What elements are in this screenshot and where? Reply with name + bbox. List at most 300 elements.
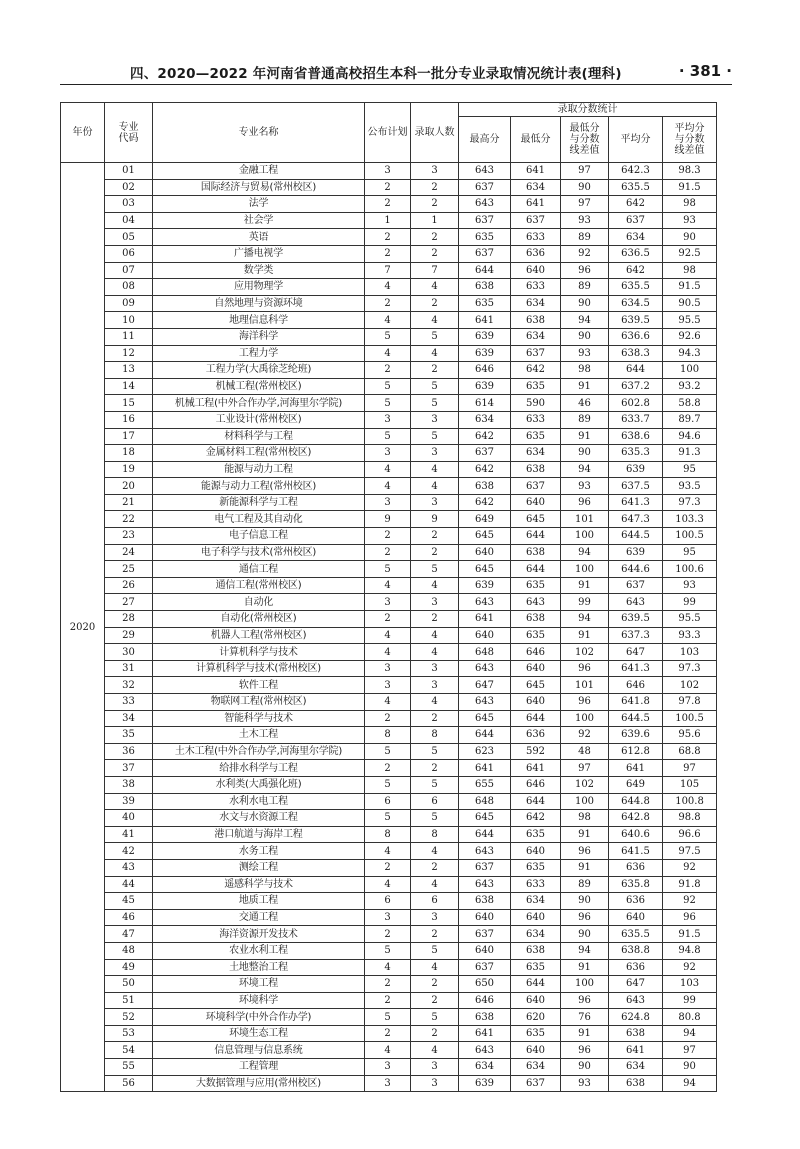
avg-diff: 95.5 xyxy=(663,611,717,628)
major-name: 软件工程 xyxy=(153,677,365,694)
table-row xyxy=(61,893,717,910)
major-name: 电气工程及其自动化 xyxy=(153,511,365,528)
avg-diff: 93.3 xyxy=(663,627,717,644)
max-score: 640 xyxy=(459,627,511,644)
avg-diff: 90.5 xyxy=(663,295,717,312)
plan-count: 8 xyxy=(365,727,411,744)
avg-score: 644.5 xyxy=(609,528,663,545)
avg-diff: 91.5 xyxy=(663,279,717,296)
major-code: 31 xyxy=(105,660,153,677)
admitted-count: 2 xyxy=(411,859,459,876)
admitted-count: 4 xyxy=(411,577,459,594)
table-row xyxy=(61,660,717,677)
min-score: 634 xyxy=(511,1059,561,1076)
avg-diff: 80.8 xyxy=(663,1009,717,1026)
major-name: 社会学 xyxy=(153,212,365,229)
admitted-count: 2 xyxy=(411,760,459,777)
admitted-count: 2 xyxy=(411,295,459,312)
max-score: 638 xyxy=(459,279,511,296)
min-score: 643 xyxy=(511,594,561,611)
min-score: 638 xyxy=(511,544,561,561)
max-score: 649 xyxy=(459,511,511,528)
avg-diff: 98.3 xyxy=(663,163,717,180)
admitted-count: 2 xyxy=(411,528,459,545)
major-name: 数学类 xyxy=(153,262,365,279)
avg-score: 638.3 xyxy=(609,345,663,362)
min-score: 633 xyxy=(511,876,561,893)
plan-count: 4 xyxy=(365,345,411,362)
plan-count: 3 xyxy=(365,411,411,428)
admitted-count: 5 xyxy=(411,810,459,827)
plan-count: 3 xyxy=(365,677,411,694)
min-diff: 91 xyxy=(561,1025,609,1042)
avg-score: 636.5 xyxy=(609,245,663,262)
min-score: 633 xyxy=(511,279,561,296)
header-rule xyxy=(60,84,732,85)
table-row xyxy=(61,611,717,628)
major-code: 17 xyxy=(105,428,153,445)
major-name: 给排水科学与工程 xyxy=(153,760,365,777)
plan-count: 4 xyxy=(365,279,411,296)
min-score: 633 xyxy=(511,229,561,246)
avg-score: 640 xyxy=(609,909,663,926)
plan-count: 4 xyxy=(365,694,411,711)
table-row xyxy=(61,810,717,827)
min-diff: 91 xyxy=(561,826,609,843)
avg-score: 635.8 xyxy=(609,876,663,893)
header-code: 专业代码 xyxy=(105,103,153,163)
min-score: 634 xyxy=(511,179,561,196)
admitted-count: 4 xyxy=(411,1042,459,1059)
table-row xyxy=(61,411,717,428)
header-year: 年份 xyxy=(61,103,105,163)
max-score: 614 xyxy=(459,395,511,412)
avg-diff: 96.6 xyxy=(663,826,717,843)
admitted-count: 4 xyxy=(411,627,459,644)
major-name: 材料科学与工程 xyxy=(153,428,365,445)
avg-diff: 92 xyxy=(663,959,717,976)
admitted-count: 5 xyxy=(411,942,459,959)
avg-diff: 105 xyxy=(663,776,717,793)
header-min: 最低分 xyxy=(511,117,561,163)
plan-count: 6 xyxy=(365,893,411,910)
min-score: 644 xyxy=(511,793,561,810)
min-diff: 96 xyxy=(561,1042,609,1059)
admitted-count: 4 xyxy=(411,644,459,661)
header-avg: 平均分 xyxy=(609,117,663,163)
major-code: 51 xyxy=(105,992,153,1009)
major-code: 24 xyxy=(105,544,153,561)
avg-score: 644 xyxy=(609,362,663,379)
avg-diff: 97 xyxy=(663,1042,717,1059)
min-diff: 100 xyxy=(561,528,609,545)
min-diff: 94 xyxy=(561,312,609,329)
min-diff: 100 xyxy=(561,976,609,993)
admitted-count: 4 xyxy=(411,279,459,296)
major-name: 地质工程 xyxy=(153,893,365,910)
min-score: 640 xyxy=(511,843,561,860)
table-row xyxy=(61,677,717,694)
max-score: 639 xyxy=(459,577,511,594)
max-score: 648 xyxy=(459,793,511,810)
major-code: 56 xyxy=(105,1075,153,1092)
avg-score: 647 xyxy=(609,644,663,661)
min-diff: 92 xyxy=(561,727,609,744)
table-row xyxy=(61,461,717,478)
min-diff: 90 xyxy=(561,445,609,462)
table-row xyxy=(61,793,717,810)
major-name: 工程管理 xyxy=(153,1059,365,1076)
major-name: 遥感科学与技术 xyxy=(153,876,365,893)
major-code: 19 xyxy=(105,461,153,478)
major-code: 48 xyxy=(105,942,153,959)
major-name: 海洋科学 xyxy=(153,328,365,345)
min-score: 645 xyxy=(511,511,561,528)
avg-score: 639 xyxy=(609,544,663,561)
avg-diff: 100.8 xyxy=(663,793,717,810)
plan-count: 2 xyxy=(365,229,411,246)
plan-count: 4 xyxy=(365,843,411,860)
min-diff: 100 xyxy=(561,793,609,810)
table-row xyxy=(61,644,717,661)
min-score: 640 xyxy=(511,909,561,926)
avg-diff: 103 xyxy=(663,976,717,993)
table-row xyxy=(61,627,717,644)
header-admitted: 录取人数 xyxy=(411,103,459,163)
min-score: 641 xyxy=(511,163,561,180)
table-row xyxy=(61,992,717,1009)
max-score: 644 xyxy=(459,826,511,843)
major-code: 26 xyxy=(105,577,153,594)
admitted-count: 5 xyxy=(411,428,459,445)
admitted-count: 2 xyxy=(411,976,459,993)
header-min-diff: 最低分与分数线差值 xyxy=(561,117,609,163)
table-row xyxy=(61,727,717,744)
avg-score: 638.6 xyxy=(609,428,663,445)
table-row xyxy=(61,926,717,943)
avg-diff: 99 xyxy=(663,992,717,1009)
min-score: 642 xyxy=(511,810,561,827)
plan-count: 3 xyxy=(365,660,411,677)
max-score: 637 xyxy=(459,445,511,462)
table-row xyxy=(61,245,717,262)
avg-score: 636 xyxy=(609,893,663,910)
table-row xyxy=(61,826,717,843)
plan-count: 4 xyxy=(365,577,411,594)
min-diff: 89 xyxy=(561,279,609,296)
admitted-count: 6 xyxy=(411,793,459,810)
major-name: 机械工程(中外合作办学,河海里尔学院) xyxy=(153,395,365,412)
major-name: 水文与水资源工程 xyxy=(153,810,365,827)
min-score: 640 xyxy=(511,694,561,711)
major-code: 44 xyxy=(105,876,153,893)
max-score: 637 xyxy=(459,245,511,262)
avg-diff: 92 xyxy=(663,893,717,910)
avg-diff: 93 xyxy=(663,212,717,229)
avg-score: 638.8 xyxy=(609,942,663,959)
table-row xyxy=(61,710,717,727)
major-name: 环境工程 xyxy=(153,976,365,993)
avg-diff: 103.3 xyxy=(663,511,717,528)
admitted-count: 3 xyxy=(411,1075,459,1092)
table-row xyxy=(61,229,717,246)
min-diff: 96 xyxy=(561,992,609,1009)
admitted-count: 3 xyxy=(411,411,459,428)
major-code: 01 xyxy=(105,163,153,180)
plan-count: 5 xyxy=(365,743,411,760)
major-code: 49 xyxy=(105,959,153,976)
avg-diff: 95.6 xyxy=(663,727,717,744)
min-diff: 91 xyxy=(561,959,609,976)
admitted-count: 3 xyxy=(411,677,459,694)
avg-score: 634.5 xyxy=(609,295,663,312)
table-row xyxy=(61,494,717,511)
admitted-count: 2 xyxy=(411,992,459,1009)
max-score: 655 xyxy=(459,776,511,793)
min-diff: 96 xyxy=(561,843,609,860)
max-score: 643 xyxy=(459,594,511,611)
major-code: 39 xyxy=(105,793,153,810)
plan-count: 5 xyxy=(365,1009,411,1026)
admitted-count: 3 xyxy=(411,594,459,611)
table-row xyxy=(61,561,717,578)
min-score: 641 xyxy=(511,196,561,213)
major-name: 法学 xyxy=(153,196,365,213)
avg-score: 637 xyxy=(609,212,663,229)
major-name: 工程力学 xyxy=(153,345,365,362)
table-row xyxy=(61,976,717,993)
major-code: 15 xyxy=(105,395,153,412)
major-code: 55 xyxy=(105,1059,153,1076)
page-title: 四、2020—2022 年河南省普通高校招生本科一批分专业录取情况统计表(理科) xyxy=(130,66,622,82)
min-diff: 91 xyxy=(561,627,609,644)
major-code: 20 xyxy=(105,478,153,495)
year-cell: 2020 xyxy=(61,163,105,1092)
avg-score: 637 xyxy=(609,577,663,594)
avg-diff: 91.8 xyxy=(663,876,717,893)
admitted-count: 8 xyxy=(411,826,459,843)
major-name: 工程力学(大禹徐芝纶班) xyxy=(153,362,365,379)
avg-diff: 92.6 xyxy=(663,328,717,345)
min-score: 640 xyxy=(511,660,561,677)
plan-count: 2 xyxy=(365,196,411,213)
table-row xyxy=(61,179,717,196)
plan-count: 5 xyxy=(365,810,411,827)
header-avg-diff: 平均分与分数线差值 xyxy=(663,117,717,163)
min-score: 638 xyxy=(511,312,561,329)
min-diff: 93 xyxy=(561,478,609,495)
min-score: 641 xyxy=(511,760,561,777)
plan-count: 5 xyxy=(365,561,411,578)
avg-diff: 100.6 xyxy=(663,561,717,578)
major-code: 09 xyxy=(105,295,153,312)
min-diff: 89 xyxy=(561,229,609,246)
admitted-count: 4 xyxy=(411,461,459,478)
min-diff: 90 xyxy=(561,893,609,910)
min-diff: 100 xyxy=(561,710,609,727)
admitted-count: 6 xyxy=(411,893,459,910)
min-score: 635 xyxy=(511,859,561,876)
max-score: 643 xyxy=(459,196,511,213)
min-score: 620 xyxy=(511,1009,561,1026)
max-score: 645 xyxy=(459,710,511,727)
plan-count: 2 xyxy=(365,859,411,876)
max-score: 642 xyxy=(459,428,511,445)
table-row xyxy=(61,594,717,611)
major-code: 08 xyxy=(105,279,153,296)
min-diff: 96 xyxy=(561,494,609,511)
avg-diff: 93.5 xyxy=(663,478,717,495)
avg-diff: 102 xyxy=(663,677,717,694)
admitted-count: 2 xyxy=(411,710,459,727)
major-code: 32 xyxy=(105,677,153,694)
table-row xyxy=(61,295,717,312)
avg-diff: 95 xyxy=(663,544,717,561)
avg-diff: 98 xyxy=(663,262,717,279)
major-code: 43 xyxy=(105,859,153,876)
avg-score: 612.8 xyxy=(609,743,663,760)
major-name: 新能源科学与工程 xyxy=(153,494,365,511)
avg-score: 635.3 xyxy=(609,445,663,462)
max-score: 639 xyxy=(459,378,511,395)
min-score: 640 xyxy=(511,1042,561,1059)
min-diff: 90 xyxy=(561,1059,609,1076)
major-code: 53 xyxy=(105,1025,153,1042)
avg-score: 642.3 xyxy=(609,163,663,180)
avg-score: 602.8 xyxy=(609,395,663,412)
admitted-count: 3 xyxy=(411,660,459,677)
max-score: 637 xyxy=(459,212,511,229)
major-name: 水务工程 xyxy=(153,843,365,860)
min-diff: 91 xyxy=(561,577,609,594)
max-score: 637 xyxy=(459,179,511,196)
major-code: 38 xyxy=(105,776,153,793)
major-name: 大数据管理与应用(常州校区) xyxy=(153,1075,365,1092)
max-score: 642 xyxy=(459,494,511,511)
admitted-count: 9 xyxy=(411,511,459,528)
min-diff: 46 xyxy=(561,395,609,412)
avg-diff: 98.8 xyxy=(663,810,717,827)
max-score: 645 xyxy=(459,561,511,578)
major-name: 机器人工程(常州校区) xyxy=(153,627,365,644)
admitted-count: 5 xyxy=(411,743,459,760)
min-diff: 96 xyxy=(561,660,609,677)
avg-score: 643 xyxy=(609,992,663,1009)
major-name: 自动化 xyxy=(153,594,365,611)
avg-score: 636 xyxy=(609,859,663,876)
plan-count: 5 xyxy=(365,428,411,445)
min-score: 638 xyxy=(511,461,561,478)
table-row xyxy=(61,279,717,296)
max-score: 634 xyxy=(459,1059,511,1076)
table-row xyxy=(61,262,717,279)
major-name: 国际经济与贸易(常州校区) xyxy=(153,179,365,196)
admitted-count: 2 xyxy=(411,362,459,379)
avg-score: 636.6 xyxy=(609,328,663,345)
plan-count: 5 xyxy=(365,328,411,345)
plan-count: 2 xyxy=(365,1025,411,1042)
max-score: 650 xyxy=(459,976,511,993)
plan-count: 5 xyxy=(365,942,411,959)
plan-count: 2 xyxy=(365,528,411,545)
min-diff: 92 xyxy=(561,245,609,262)
major-name: 海洋资源开发技术 xyxy=(153,926,365,943)
page-number: · 381 · xyxy=(678,62,732,80)
max-score: 643 xyxy=(459,694,511,711)
min-score: 637 xyxy=(511,1075,561,1092)
table-row xyxy=(61,1009,717,1026)
avg-score: 642 xyxy=(609,196,663,213)
table-row xyxy=(61,395,717,412)
avg-diff: 100.5 xyxy=(663,710,717,727)
table-row xyxy=(61,1059,717,1076)
min-score: 633 xyxy=(511,411,561,428)
max-score: 641 xyxy=(459,1025,511,1042)
min-score: 635 xyxy=(511,428,561,445)
max-score: 637 xyxy=(459,926,511,943)
major-code: 42 xyxy=(105,843,153,860)
table-row xyxy=(61,445,717,462)
min-score: 635 xyxy=(511,577,561,594)
avg-score: 642 xyxy=(609,262,663,279)
avg-diff: 95 xyxy=(663,461,717,478)
major-name: 计算机科学与技术 xyxy=(153,644,365,661)
avg-score: 637.2 xyxy=(609,378,663,395)
plan-count: 9 xyxy=(365,511,411,528)
max-score: 635 xyxy=(459,229,511,246)
admitted-count: 3 xyxy=(411,909,459,926)
table-row xyxy=(61,196,717,213)
avg-diff: 91.5 xyxy=(663,179,717,196)
avg-score: 637.3 xyxy=(609,627,663,644)
avg-score: 641.8 xyxy=(609,694,663,711)
avg-score: 635.5 xyxy=(609,179,663,196)
major-code: 10 xyxy=(105,312,153,329)
avg-diff: 98 xyxy=(663,196,717,213)
major-name: 环境科学(中外合作办学) xyxy=(153,1009,365,1026)
avg-diff: 96 xyxy=(663,909,717,926)
plan-count: 2 xyxy=(365,760,411,777)
max-score: 640 xyxy=(459,544,511,561)
min-diff: 91 xyxy=(561,859,609,876)
plan-count: 2 xyxy=(365,976,411,993)
min-diff: 90 xyxy=(561,926,609,943)
avg-diff: 91.3 xyxy=(663,445,717,462)
plan-count: 8 xyxy=(365,826,411,843)
table-row xyxy=(61,743,717,760)
avg-diff: 100 xyxy=(663,362,717,379)
table-row xyxy=(61,760,717,777)
table-row xyxy=(61,776,717,793)
major-name: 土木工程 xyxy=(153,727,365,744)
avg-score: 644.5 xyxy=(609,710,663,727)
min-diff: 98 xyxy=(561,362,609,379)
major-code: 12 xyxy=(105,345,153,362)
avg-diff: 94.6 xyxy=(663,428,717,445)
major-name: 通信工程 xyxy=(153,561,365,578)
min-diff: 96 xyxy=(561,694,609,711)
min-score: 637 xyxy=(511,345,561,362)
avg-diff: 100.5 xyxy=(663,528,717,545)
major-code: 29 xyxy=(105,627,153,644)
page-header xyxy=(120,58,732,84)
avg-score: 634 xyxy=(609,229,663,246)
table-row xyxy=(61,478,717,495)
avg-diff: 92 xyxy=(663,859,717,876)
major-name: 能源与动力工程 xyxy=(153,461,365,478)
avg-diff: 103 xyxy=(663,644,717,661)
plan-count: 5 xyxy=(365,378,411,395)
